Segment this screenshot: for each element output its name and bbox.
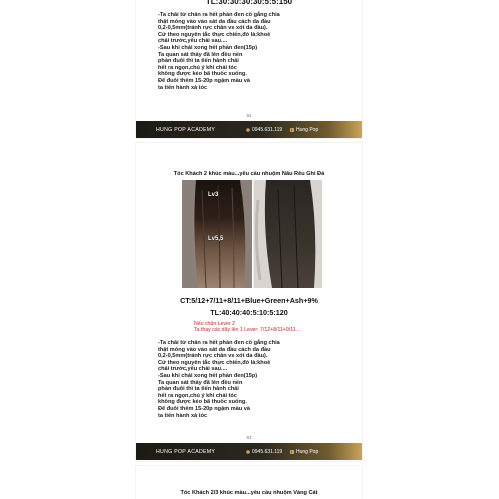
page2-title: Tóc Khách 2 khúc màu...yêu cầu nhuộm Nâu Rêu Ghi Đá <box>173 171 325 177</box>
footer-facebook-name: Hung Pop <box>296 126 319 133</box>
page2-footer <box>136 443 362 460</box>
page2-instructions: -Ta chải từ chân ra hết phần đen cố gắng chia thật mỏng vào vào sát da đầu cách da đầu 0,2-0,5mm(tránh rực chân vs xót da đầu). Cứ theo nguyên tắc thực chiến,đó là:khoẻ chải trước,yếu chải sau.... -Sau khi chải xong hết phần đen(15p) Ta quan sát thấy đã lên đều nền phần đuôi thì ta tiến hành chải hết ra ngọn,chú ý khi chải tóc không được kéo bã thuốc xuống. Để đuôi thêm 15-20p ngậm màu và ta tiến hành xả tóc <box>158 340 280 419</box>
footer-facebook-name: Hung Pop <box>296 448 319 455</box>
hair-photo <box>182 180 322 288</box>
page2-red-note: Nếu chân Lever 2 Ta thay các dây lên 1 Lever: 7/12+8/11+9/11... <box>194 321 300 334</box>
footer-brand: HUNG POP ACADEMY <box>156 126 216 133</box>
phone-icon <box>246 128 250 132</box>
page2-tl-formula: TL:40:40:40:5:10:5:120 <box>210 308 288 317</box>
footer-facebook <box>290 449 318 455</box>
page1-instructions: -Ta chải từ chân ra hết phần đen cố gắng chia thật mỏng vào vào sát da đầu cách da đầu 0,2-0,5mm(tránh rực chân vs xót da đầu). Cứ theo nguyên tắc thực chiến,đó là:khoẻ chải trước,yếu chải sau.... -Sau khi chải xong hết phần đen(15p) Ta quan sát thấy đã lên đều nền phần đuôi thì ta tiến hành chải hết ra ngọn,chú ý khi chải tóc không được kéo bã thuốc xuống. Để đuôi thêm 15-20p ngậm màu và ta tiến hành xả tóc <box>158 12 280 91</box>
footer-phone-number: 0945.631.119 <box>252 448 283 455</box>
svg-text:f: f <box>291 127 293 132</box>
document-page-3 <box>136 466 362 499</box>
facebook-icon <box>290 128 294 132</box>
facebook-icon <box>290 450 294 454</box>
photo-label-lv55: Lv5,5 <box>208 236 224 242</box>
page1-formula: TL:30:30:30:30:5:5:150 <box>205 0 293 6</box>
phone-icon <box>246 450 250 454</box>
page1-footer <box>136 121 362 138</box>
svg-text:f: f <box>291 449 293 454</box>
footer-brand: HUNG POP ACADEMY <box>156 448 216 455</box>
page3-title: Tóc Khách 2/3 khúc màu...yêu cầu nhuộm Vàng Cát <box>180 490 318 496</box>
page2-ct-formula: CT:5/12+7/11+8/11+Blue+Green+Ash+9% <box>180 296 318 305</box>
footer-facebook <box>290 127 318 133</box>
page2-number: 93 <box>246 435 252 440</box>
document-page-2 <box>136 143 362 461</box>
photo-label-lv3: Lv3 <box>208 192 219 198</box>
hair-photo-image <box>182 180 322 288</box>
footer-phone <box>246 449 282 455</box>
footer-phone-number: 0945.631.119 <box>252 126 283 133</box>
document-page-1 <box>136 0 362 138</box>
footer-phone <box>246 127 282 133</box>
page1-number: 92 <box>246 113 252 118</box>
